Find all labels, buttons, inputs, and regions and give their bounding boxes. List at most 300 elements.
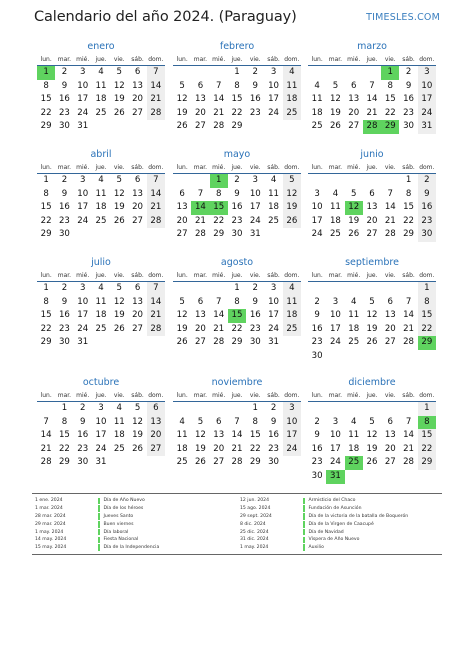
legend-marker bbox=[303, 521, 305, 528]
empty-cell bbox=[326, 66, 344, 80]
day-cell: 20 bbox=[384, 443, 396, 454]
day-cell: 25 bbox=[311, 121, 323, 132]
day-cell: 28 bbox=[147, 323, 165, 337]
day-grid bbox=[37, 66, 165, 134]
empty-cell bbox=[326, 174, 344, 188]
day-cell: 31 bbox=[95, 457, 107, 468]
weekday-label: dom. bbox=[284, 392, 300, 399]
day-cell: 12 bbox=[194, 430, 206, 441]
weekday-label: mié. bbox=[347, 272, 361, 279]
day-cell: 9 bbox=[61, 80, 68, 91]
weekday-label: sáb. bbox=[402, 56, 415, 63]
day-cell: 28 bbox=[147, 215, 165, 229]
day-cell: 12 bbox=[176, 94, 188, 105]
month-octubre bbox=[37, 376, 165, 470]
day-cell: 21 bbox=[384, 215, 396, 226]
day-cell: 7 bbox=[215, 296, 222, 307]
weekday-label: sáb. bbox=[131, 272, 144, 279]
weekday-label: vie. bbox=[384, 56, 396, 63]
day-cell: 5 bbox=[179, 80, 185, 91]
day-cell: 29 bbox=[40, 121, 52, 132]
legend-holiday-name: Armisticio del Chaco bbox=[308, 498, 356, 504]
holiday-day: 8 bbox=[418, 416, 436, 430]
day-cell: 13 bbox=[194, 310, 206, 321]
day-cell: 27 bbox=[366, 229, 378, 240]
day-cell: 16 bbox=[231, 202, 243, 213]
legend-date: 15 may. 2024 bbox=[35, 545, 67, 551]
legend-marker bbox=[303, 537, 305, 544]
weekday-label: vie. bbox=[249, 392, 261, 399]
legend-holiday-name: Víspera de Año Nuevo bbox=[308, 537, 360, 543]
day-cell: 8 bbox=[387, 80, 394, 91]
day-cell: 17 bbox=[329, 323, 341, 334]
day-cell: 4 bbox=[314, 80, 320, 91]
empty-cell bbox=[363, 174, 381, 188]
day-cell: 1 bbox=[234, 283, 240, 293]
day-cell: 27 bbox=[213, 457, 225, 468]
day-cell: 23 bbox=[403, 107, 415, 118]
day-cell: 6 bbox=[350, 80, 357, 91]
day-cell: 27 bbox=[132, 215, 144, 226]
weekday-label: mar. bbox=[328, 392, 343, 399]
day-cell: 14 bbox=[40, 430, 52, 441]
day-cell: 20 bbox=[194, 107, 206, 118]
day-cell: 16 bbox=[268, 430, 280, 441]
day-cell: 9 bbox=[252, 80, 259, 91]
legend-date: 12 jun. 2024 bbox=[240, 498, 270, 504]
weekday-label: mar. bbox=[57, 272, 72, 279]
day-cell: 26 bbox=[348, 229, 360, 240]
day-cell: 20 bbox=[132, 94, 144, 105]
day-cell: 28 bbox=[213, 121, 225, 132]
day-cell: 4 bbox=[350, 296, 357, 307]
weekday-label: lun. bbox=[311, 392, 323, 399]
day-cell: 7 bbox=[43, 416, 49, 427]
day-cell: 6 bbox=[134, 283, 141, 293]
day-cell: 8 bbox=[252, 416, 259, 427]
day-cell: 21 bbox=[194, 215, 206, 226]
day-cell: 16 bbox=[311, 323, 323, 334]
legend-holiday-name: Auxilio bbox=[308, 545, 324, 551]
weekday-label: jue. bbox=[95, 56, 107, 63]
day-cell: 26 bbox=[113, 107, 125, 118]
day-cell: 24 bbox=[249, 215, 261, 226]
day-cell: 4 bbox=[270, 175, 277, 185]
brand-link[interactable]: TIMESLES.COM bbox=[366, 12, 440, 23]
weekday-label: lun. bbox=[40, 272, 52, 279]
empty-cell bbox=[326, 402, 344, 416]
day-cell: 16 bbox=[249, 94, 261, 105]
day-cell: 30 bbox=[403, 121, 415, 132]
day-cell: 18 bbox=[268, 202, 280, 213]
weekday-label: vie. bbox=[384, 272, 396, 279]
legend-row bbox=[32, 536, 159, 544]
day-cell: 16 bbox=[58, 202, 70, 213]
day-cell: 20 bbox=[348, 107, 360, 118]
day-cell: 8 bbox=[61, 416, 68, 427]
day-cell: 29 bbox=[40, 337, 52, 348]
legend-date: 29 mar. 2024 bbox=[35, 521, 66, 527]
legend-holiday-name: Día de la victoria de la batalla de Boquerón bbox=[308, 513, 409, 519]
weekday-label: dom. bbox=[419, 272, 435, 279]
day-cell: 14 bbox=[403, 310, 415, 321]
day-cell: 10 bbox=[329, 430, 341, 441]
day-cell: 2 bbox=[405, 67, 412, 77]
weekday-label: dom. bbox=[148, 272, 164, 279]
day-cell: 10 bbox=[329, 310, 341, 321]
day-cell: 5 bbox=[116, 175, 123, 185]
legend-holiday-name: Día laboral bbox=[103, 529, 129, 535]
day-cell: 10 bbox=[77, 188, 89, 199]
legend-date: 14 may. 2024 bbox=[35, 537, 67, 543]
legend-holiday-name: Fiesta Nacional bbox=[103, 537, 139, 543]
day-cell: 25 bbox=[95, 215, 107, 226]
holiday-day: 29 bbox=[418, 336, 436, 350]
day-cell: 30 bbox=[249, 337, 261, 348]
weekday-label: jue. bbox=[95, 164, 107, 171]
day-cell: 11 bbox=[113, 416, 125, 427]
day-cell: 6 bbox=[215, 416, 222, 427]
holiday-day: 1 bbox=[37, 66, 55, 80]
weekday-label: sáb. bbox=[402, 164, 415, 171]
weekday-header bbox=[37, 163, 165, 174]
weekday-label: jue. bbox=[231, 164, 243, 171]
day-cell: 2 bbox=[252, 67, 259, 77]
day-cell: 30 bbox=[58, 229, 70, 240]
day-cell: 8 bbox=[43, 188, 49, 199]
day-cell: 24 bbox=[77, 215, 89, 226]
day-cell: 10 bbox=[311, 202, 323, 213]
day-cell: 30 bbox=[418, 228, 436, 242]
day-cell: 18 bbox=[348, 323, 360, 334]
day-cell: 29 bbox=[418, 456, 436, 470]
weekday-label: dom. bbox=[284, 164, 300, 171]
day-cell: 2 bbox=[314, 296, 320, 307]
day-cell: 10 bbox=[268, 296, 280, 307]
day-cell: 17 bbox=[268, 310, 280, 321]
month-name: octubre bbox=[82, 377, 120, 388]
weekday-label: sáb. bbox=[267, 272, 280, 279]
weekday-label: vie. bbox=[113, 272, 125, 279]
legend-marker bbox=[98, 521, 100, 528]
weekday-label: mar. bbox=[193, 272, 208, 279]
weekday-label: vie. bbox=[384, 164, 396, 171]
weekday-label: mar. bbox=[328, 164, 343, 171]
day-cell: 13 bbox=[194, 94, 206, 105]
day-cell: 20 bbox=[176, 215, 188, 226]
day-cell: 23 bbox=[249, 323, 261, 334]
day-cell: 24 bbox=[283, 443, 301, 457]
day-cell: 2 bbox=[252, 283, 259, 293]
day-cell: 1 bbox=[43, 175, 49, 185]
day-cell: 10 bbox=[268, 80, 280, 91]
day-cell: 8 bbox=[405, 188, 412, 199]
day-cell: 12 bbox=[113, 296, 125, 307]
day-cell: 15 bbox=[249, 430, 261, 441]
day-cell: 23 bbox=[249, 107, 261, 118]
day-cell: 12 bbox=[176, 310, 188, 321]
day-cell: 30 bbox=[231, 229, 243, 240]
empty-cell bbox=[173, 174, 191, 188]
day-cell: 22 bbox=[249, 443, 261, 454]
day-cell: 9 bbox=[314, 310, 320, 321]
day-grid bbox=[173, 402, 301, 470]
day-cell: 21 bbox=[213, 107, 225, 118]
day-cell: 29 bbox=[231, 121, 243, 132]
day-cell: 3 bbox=[418, 66, 436, 80]
holiday-day: 15 bbox=[210, 201, 228, 215]
day-cell: 4 bbox=[98, 175, 104, 185]
day-cell: 17 bbox=[329, 443, 341, 454]
day-cell: 1 bbox=[418, 402, 436, 416]
day-cell: 15 bbox=[231, 94, 243, 105]
day-cell: 7 bbox=[405, 416, 412, 427]
legend-row bbox=[237, 528, 408, 536]
day-grid bbox=[37, 282, 165, 350]
weekday-label: mié. bbox=[212, 392, 226, 399]
day-cell: 23 bbox=[77, 443, 89, 454]
day-cell: 12 bbox=[113, 188, 125, 199]
empty-cell bbox=[345, 282, 363, 296]
month-abril bbox=[37, 148, 165, 242]
weekday-label: vie. bbox=[384, 392, 396, 399]
weekday-label: lun. bbox=[40, 56, 52, 63]
day-cell: 14 bbox=[147, 188, 165, 202]
weekday-label: jue. bbox=[231, 272, 243, 279]
day-cell: 9 bbox=[270, 416, 277, 427]
month-febrero bbox=[173, 40, 301, 134]
day-cell: 8 bbox=[234, 296, 240, 307]
day-cell: 7 bbox=[369, 80, 375, 91]
legend-marker bbox=[303, 544, 305, 551]
day-cell: 21 bbox=[147, 201, 165, 215]
day-cell: 25 bbox=[176, 457, 188, 468]
empty-cell bbox=[363, 66, 381, 80]
empty-cell bbox=[173, 282, 191, 296]
day-cell: 20 bbox=[384, 323, 396, 334]
day-cell: 17 bbox=[77, 310, 89, 321]
empty-cell bbox=[37, 402, 55, 416]
month-enero bbox=[37, 40, 165, 134]
day-cell: 30 bbox=[58, 121, 70, 132]
day-cell: 24 bbox=[268, 323, 280, 334]
month-name: diciembre bbox=[348, 377, 396, 388]
weekday-label: jue. bbox=[95, 392, 107, 399]
day-cell: 26 bbox=[283, 215, 301, 229]
day-cell: 7 bbox=[147, 282, 165, 296]
day-cell: 22 bbox=[384, 107, 396, 118]
day-cell: 30 bbox=[311, 470, 323, 481]
day-cell: 5 bbox=[332, 80, 339, 91]
day-cell: 4 bbox=[283, 282, 301, 296]
legend-marker bbox=[98, 537, 100, 544]
day-cell: 19 bbox=[176, 107, 188, 118]
empty-cell bbox=[228, 402, 246, 416]
day-cell: 5 bbox=[179, 296, 185, 307]
day-cell: 24 bbox=[77, 107, 89, 118]
empty-cell bbox=[191, 402, 209, 416]
day-cell: 18 bbox=[95, 310, 107, 321]
legend-row bbox=[237, 536, 408, 544]
day-cell: 27 bbox=[194, 337, 206, 348]
weekday-header bbox=[308, 163, 436, 174]
day-cell: 17 bbox=[283, 429, 301, 443]
legend-row bbox=[32, 513, 159, 521]
weekday-label: sáb. bbox=[131, 392, 144, 399]
day-cell: 17 bbox=[249, 202, 261, 213]
day-cell: 30 bbox=[268, 457, 280, 468]
empty-cell bbox=[345, 174, 363, 188]
day-cell: 23 bbox=[311, 337, 323, 348]
day-cell: 8 bbox=[234, 80, 240, 91]
day-cell: 16 bbox=[249, 310, 261, 321]
day-cell: 2 bbox=[61, 283, 68, 293]
holiday-day: 1 bbox=[381, 66, 399, 80]
day-cell: 15 bbox=[418, 429, 436, 443]
day-cell: 27 bbox=[147, 443, 165, 457]
empty-cell bbox=[173, 66, 191, 80]
empty-cell bbox=[363, 282, 381, 296]
day-cell: 10 bbox=[249, 188, 261, 199]
day-cell: 17 bbox=[418, 93, 436, 107]
month-name: mayo bbox=[223, 149, 251, 160]
day-cell: 3 bbox=[98, 403, 104, 413]
day-cell: 4 bbox=[116, 403, 123, 413]
legend-holiday-name: Jueves Santo bbox=[103, 513, 134, 519]
weekday-label: jue. bbox=[366, 272, 378, 279]
empty-cell bbox=[363, 402, 381, 416]
legend-holiday-name: Día de Navidad bbox=[308, 529, 344, 535]
day-cell: 2 bbox=[61, 175, 68, 185]
legend-row bbox=[237, 520, 408, 528]
day-cell: 11 bbox=[348, 310, 360, 321]
weekday-header bbox=[308, 55, 436, 66]
day-cell: 3 bbox=[270, 283, 277, 293]
day-cell: 25 bbox=[95, 107, 107, 118]
holiday-day: 31 bbox=[326, 470, 344, 484]
weekday-label: mié. bbox=[76, 164, 90, 171]
month-name: agosto bbox=[220, 257, 254, 268]
day-cell: 9 bbox=[418, 188, 436, 202]
day-cell: 22 bbox=[418, 443, 436, 457]
weekday-label: lun. bbox=[311, 164, 323, 171]
empty-cell bbox=[345, 402, 363, 416]
day-cell: 12 bbox=[132, 416, 144, 427]
weekday-label: lun. bbox=[311, 272, 323, 279]
legend-row bbox=[237, 544, 408, 552]
page-title: Calendario del año 2024. (Paraguay) bbox=[34, 9, 297, 25]
day-cell: 13 bbox=[147, 416, 165, 430]
day-cell: 27 bbox=[176, 229, 188, 240]
empty-cell bbox=[345, 66, 363, 80]
day-cell: 23 bbox=[58, 215, 70, 226]
day-cell: 18 bbox=[283, 93, 301, 107]
legend-holiday-name: Día de los héroes bbox=[103, 506, 144, 512]
day-cell: 19 bbox=[366, 323, 378, 334]
day-cell: 21 bbox=[403, 323, 415, 334]
day-cell: 5 bbox=[350, 188, 357, 199]
day-cell: 7 bbox=[197, 188, 204, 199]
day-cell: 2 bbox=[79, 403, 86, 413]
empty-cell bbox=[381, 174, 399, 188]
day-cell: 26 bbox=[329, 121, 341, 132]
weekday-header bbox=[308, 391, 436, 402]
day-cell: 28 bbox=[231, 457, 243, 468]
day-cell: 13 bbox=[176, 202, 188, 213]
day-cell: 12 bbox=[366, 310, 378, 321]
weekday-label: jue. bbox=[366, 56, 378, 63]
day-cell: 30 bbox=[311, 350, 323, 361]
day-cell: 7 bbox=[147, 66, 165, 80]
day-cell: 16 bbox=[58, 310, 70, 321]
day-cell: 3 bbox=[79, 283, 86, 293]
weekday-header bbox=[173, 163, 301, 174]
weekday-label: dom. bbox=[148, 392, 164, 399]
day-grid bbox=[308, 66, 436, 134]
day-cell: 26 bbox=[366, 457, 378, 468]
legend-row bbox=[237, 513, 408, 521]
day-cell: 8 bbox=[215, 188, 222, 199]
month-name: noviembre bbox=[211, 377, 263, 388]
day-grid bbox=[173, 66, 301, 134]
day-cell: 25 bbox=[268, 215, 280, 226]
day-cell: 26 bbox=[132, 443, 144, 454]
holiday-day: 1 bbox=[210, 174, 228, 188]
day-cell: 15 bbox=[40, 94, 52, 105]
empty-cell bbox=[308, 66, 326, 80]
day-cell: 18 bbox=[283, 309, 301, 323]
day-cell: 14 bbox=[366, 94, 378, 105]
day-cell: 9 bbox=[252, 296, 259, 307]
day-cell: 21 bbox=[147, 309, 165, 323]
weekday-header bbox=[173, 391, 301, 402]
day-cell: 1 bbox=[252, 403, 259, 413]
day-cell: 28 bbox=[403, 457, 415, 468]
weekday-label: mié. bbox=[347, 56, 361, 63]
day-cell: 18 bbox=[113, 430, 125, 441]
empty-cell bbox=[399, 402, 417, 416]
day-cell: 8 bbox=[43, 80, 49, 91]
day-cell: 19 bbox=[194, 443, 206, 454]
day-cell: 7 bbox=[387, 188, 394, 199]
empty-cell bbox=[210, 402, 228, 416]
weekday-label: sáb. bbox=[402, 272, 415, 279]
day-cell: 29 bbox=[40, 229, 52, 240]
day-cell: 30 bbox=[77, 457, 89, 468]
day-cell: 13 bbox=[132, 188, 144, 199]
legend-column-left bbox=[32, 497, 159, 552]
day-cell: 9 bbox=[61, 188, 68, 199]
day-cell: 5 bbox=[116, 283, 123, 293]
day-cell: 1 bbox=[418, 282, 436, 296]
legend-date: 8 dic. 2024 bbox=[240, 521, 266, 527]
day-cell: 7 bbox=[215, 80, 222, 91]
holiday-day: 12 bbox=[345, 201, 363, 215]
weekday-header bbox=[173, 271, 301, 282]
day-cell: 15 bbox=[58, 430, 70, 441]
legend-date: 31 dic. 2024 bbox=[240, 537, 269, 543]
legend-date: 15 ago. 2024 bbox=[240, 506, 271, 512]
day-cell: 20 bbox=[147, 429, 165, 443]
weekday-label: mar. bbox=[193, 164, 208, 171]
day-cell: 8 bbox=[418, 296, 436, 310]
month-julio bbox=[37, 256, 165, 350]
day-cell: 20 bbox=[213, 443, 225, 454]
weekday-label: sáb. bbox=[131, 164, 144, 171]
day-cell: 12 bbox=[113, 80, 125, 91]
day-cell: 24 bbox=[268, 107, 280, 118]
day-cell: 29 bbox=[213, 229, 225, 240]
